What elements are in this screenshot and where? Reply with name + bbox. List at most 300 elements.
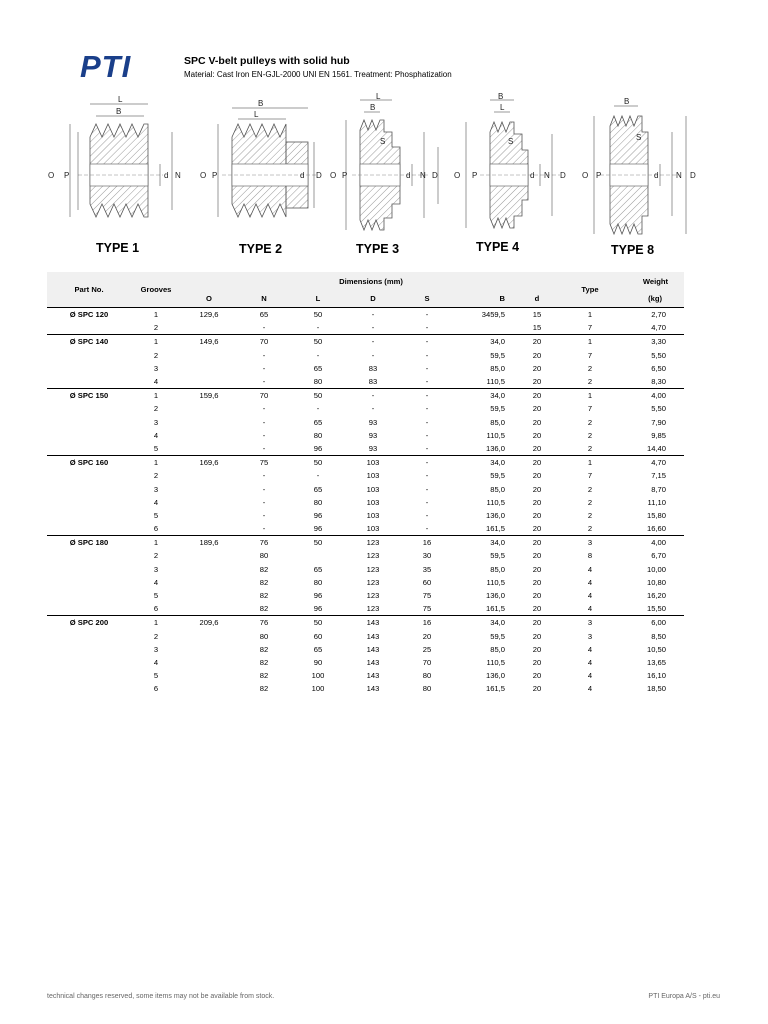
cell-S: -	[425, 417, 429, 427]
cell-B: 59,5	[490, 471, 505, 481]
cell-part-no	[47, 589, 131, 602]
table-row	[47, 496, 684, 509]
cell-N: 82	[259, 591, 269, 601]
dim-label-P: P	[212, 171, 218, 180]
table-row	[47, 402, 684, 415]
cell-S: -	[425, 497, 429, 507]
cell-weight: 15,80	[646, 510, 666, 520]
diagram-label-type-8: TYPE 8	[611, 243, 655, 257]
cell-D: 123	[366, 551, 380, 561]
cell-N: -	[262, 443, 266, 453]
dim-label-S: S	[508, 137, 514, 146]
cell-weight: 14,40	[646, 443, 666, 453]
pulley-diagram-type-3	[328, 92, 461, 262]
cell-grooves: 3	[153, 417, 159, 427]
cell-N: 70	[237, 389, 291, 403]
cell-part-no	[47, 602, 131, 616]
cell-part-no	[47, 429, 131, 442]
cell-S: -	[401, 389, 453, 403]
cell-d: 20	[532, 417, 542, 427]
cell-O	[181, 375, 237, 389]
cell-O	[181, 482, 237, 495]
cell-N: 82	[259, 644, 269, 654]
document-subtitle: Material: Cast Iron EN-GJL-2000 UNI EN 1561. Treatment: Phosphatization	[184, 70, 452, 79]
cell-D: 143	[366, 631, 380, 641]
table-row	[47, 630, 684, 643]
dim-label-B: B	[258, 99, 264, 108]
cell-N: -	[262, 497, 266, 507]
cell-S: 75	[422, 604, 432, 614]
cell-weight: 10,50	[646, 644, 666, 654]
cell-B: 161,5	[485, 524, 505, 534]
cell-N: -	[262, 323, 266, 333]
cell-S: -	[425, 510, 429, 520]
cell-grooves: 6	[153, 604, 159, 614]
dim-label-B: B	[624, 97, 630, 106]
table-row	[47, 469, 684, 482]
cell-S: 35	[422, 564, 432, 574]
cell-part-no	[47, 496, 131, 509]
dim-label-d: d	[300, 171, 305, 180]
cell-L: 100	[311, 671, 325, 681]
table-row	[47, 429, 684, 442]
pti-logo	[80, 50, 152, 82]
cell-O	[181, 682, 237, 695]
cell-grooves: 2	[153, 404, 159, 414]
cell-d: 20	[532, 471, 542, 481]
diagram-label-type-2: TYPE 2	[239, 242, 283, 256]
cell-grooves: 3	[153, 564, 159, 574]
cell-grooves: 3	[153, 484, 159, 494]
pulley-diagram-type-2	[196, 92, 326, 262]
cell-weight: 5,50	[651, 404, 666, 414]
header-N: N	[237, 290, 291, 308]
table-row	[47, 509, 684, 522]
spec-table-body	[47, 308, 684, 696]
cell-grooves: 6	[153, 684, 159, 694]
cell-L: 96	[313, 591, 323, 601]
cell-D: -	[371, 323, 375, 333]
table-row	[47, 549, 684, 562]
cell-D: 93	[368, 417, 378, 427]
cell-d: 20	[532, 430, 542, 440]
header-part-no: Part No.	[47, 272, 131, 308]
cell-weight: 8,70	[651, 484, 666, 494]
cell-O	[181, 563, 237, 576]
cell-O	[181, 362, 237, 375]
dim-label-O: O	[582, 171, 589, 180]
cell-L: 65	[313, 363, 323, 373]
cell-O	[181, 402, 237, 415]
cell-B: 85,0	[490, 484, 505, 494]
cell-type: 3	[587, 631, 593, 641]
cell-grooves: 4	[153, 657, 159, 667]
cell-weight: 4,70	[651, 323, 666, 333]
diagram-label-type-4: TYPE 4	[476, 240, 520, 254]
cell-grooves: 6	[153, 524, 159, 534]
cell-S: 30	[422, 551, 432, 561]
cell-D: 123	[366, 591, 380, 601]
table-row	[47, 656, 684, 669]
cell-d: 20	[513, 456, 561, 470]
header-O: O	[181, 290, 237, 308]
cell-O	[181, 643, 237, 656]
cell-O	[181, 669, 237, 682]
table-row	[47, 442, 684, 456]
pulley-diagram-type-4	[450, 92, 580, 262]
dim-label-N: N	[175, 171, 181, 180]
cell-S: -	[401, 308, 453, 322]
cell-d: 20	[532, 404, 542, 414]
pulley-diagram-type-8	[580, 92, 710, 262]
cell-D: 143	[366, 657, 380, 667]
dim-label-D: D	[432, 171, 438, 180]
cell-type: 2	[587, 524, 593, 534]
cell-L: 80	[313, 497, 323, 507]
cell-S: 60	[422, 577, 432, 587]
cell-S: -	[425, 443, 429, 453]
cell-type: 2	[587, 430, 593, 440]
cell-O	[181, 496, 237, 509]
cell-part-no	[47, 656, 131, 669]
cell-B: 85,0	[490, 417, 505, 427]
header-D: D	[345, 290, 401, 308]
cell-B: 59,5	[490, 404, 505, 414]
cell-grooves: 2	[153, 350, 159, 360]
cell-N: 65	[237, 308, 291, 322]
cell-B: 59,5	[490, 350, 505, 360]
cell-N: -	[262, 471, 266, 481]
cell-D: 123	[366, 577, 380, 587]
cell-d: 20	[513, 335, 561, 349]
cell-S: -	[425, 323, 429, 333]
cell-d: 20	[532, 484, 542, 494]
header-grooves: Grooves	[131, 272, 181, 308]
cell-N: 70	[237, 335, 291, 349]
table-row	[47, 362, 684, 375]
dim-label-L: L	[118, 95, 123, 104]
table-row	[47, 522, 684, 536]
cell-weight: 4,00	[619, 389, 684, 403]
cell-N: -	[262, 417, 266, 427]
table-row	[47, 375, 684, 389]
cell-weight: 3,30	[619, 335, 684, 349]
cell-B: 34,0	[453, 335, 513, 349]
cell-O	[181, 321, 237, 335]
cell-B: 110,5	[486, 657, 505, 667]
cell-d: 15	[532, 323, 542, 333]
cell-part-no	[47, 402, 131, 415]
cell-part-no	[47, 442, 131, 456]
dim-label-D: D	[560, 171, 566, 180]
cell-D: 123	[345, 536, 401, 550]
spec-table	[47, 272, 684, 695]
header-S: S	[401, 290, 453, 308]
cell-part-no	[47, 669, 131, 682]
cell-part-no	[47, 416, 131, 429]
cell-D: 103	[366, 497, 380, 507]
cell-B: 161,5	[485, 684, 505, 694]
cell-weight: 16,60	[646, 524, 666, 534]
cell-L: 50	[291, 536, 345, 550]
cell-B: 85,0	[490, 644, 505, 654]
cell-L: 50	[291, 308, 345, 322]
cell-type: 4	[587, 564, 593, 574]
cell-type: 4	[587, 671, 593, 681]
cell-type: 4	[587, 644, 593, 654]
cell-S: -	[425, 363, 429, 373]
header-weight-unit: (kg)	[619, 290, 684, 308]
cell-S: -	[401, 335, 453, 349]
cell-O	[181, 442, 237, 456]
cell-N: 76	[237, 536, 291, 550]
cell-type: 1	[561, 389, 619, 403]
cell-B: 136,0	[485, 671, 505, 681]
cell-grooves: 2	[153, 323, 159, 333]
cell-d: 20	[532, 350, 542, 360]
table-row	[47, 643, 684, 656]
cell-D: 103	[345, 456, 401, 470]
cell-D: 143	[366, 684, 380, 694]
cell-O	[181, 522, 237, 536]
cell-type: 7	[587, 350, 593, 360]
cell-d: 20	[532, 577, 542, 587]
cell-S: -	[425, 430, 429, 440]
cell-part-no: Ø SPC 160	[47, 456, 131, 470]
cell-type: 4	[587, 591, 593, 601]
cell-d: 20	[532, 604, 542, 614]
cell-type: 4	[587, 684, 593, 694]
cell-B: 110,5	[486, 430, 505, 440]
cell-O	[181, 469, 237, 482]
cell-S: 80	[422, 684, 432, 694]
table-row	[47, 563, 684, 576]
cell-B: 34,0	[453, 456, 513, 470]
cell-weight: 16,20	[646, 591, 666, 601]
cell-D: 143	[366, 671, 380, 681]
cell-D: 93	[368, 443, 378, 453]
dim-label-P: P	[472, 171, 478, 180]
cell-L: 50	[291, 389, 345, 403]
cell-part-no	[47, 576, 131, 589]
cell-weight: 8,30	[651, 377, 666, 387]
cell-O: 149,6	[181, 335, 237, 349]
cell-d: 20	[513, 616, 561, 630]
cell-N: -	[262, 484, 266, 494]
cell-grooves: 5	[153, 443, 159, 453]
cell-part-no	[47, 522, 131, 536]
dim-label-S: S	[380, 137, 386, 146]
cell-type: 2	[587, 417, 593, 427]
cell-S: -	[401, 456, 453, 470]
cell-weight: 16,10	[646, 671, 666, 681]
cell-d: 20	[532, 443, 542, 453]
cell-S: 16	[401, 616, 453, 630]
cell-B	[453, 321, 513, 335]
cell-B: 3459,5	[453, 308, 513, 322]
dim-label-L: L	[376, 92, 381, 101]
table-row	[47, 308, 684, 322]
cell-D: -	[371, 350, 375, 360]
cell-B: 110,5	[486, 377, 505, 387]
cell-N: 82	[259, 564, 269, 574]
cell-type: 2	[587, 363, 593, 373]
cell-part-no	[47, 321, 131, 335]
cell-B: 136,0	[485, 510, 505, 520]
cell-part-no: Ø SPC 140	[47, 335, 131, 349]
cell-S: -	[425, 350, 429, 360]
cell-part-no	[47, 482, 131, 495]
dim-label-D: D	[316, 171, 322, 180]
cell-weight: 6,50	[651, 363, 666, 373]
cell-O	[181, 429, 237, 442]
cell-L: -	[316, 350, 320, 360]
dim-label-P: P	[596, 171, 602, 180]
cell-N: 82	[259, 684, 269, 694]
table-row	[47, 536, 684, 550]
cell-N: -	[262, 430, 266, 440]
cell-grooves: 1	[131, 308, 181, 322]
dim-label-O: O	[330, 171, 337, 180]
cell-N: 82	[259, 671, 269, 681]
cell-part-no: Ø SPC 200	[47, 616, 131, 630]
cell-D: 103	[366, 471, 380, 481]
dim-label-d: d	[406, 171, 411, 180]
cell-B: 59,5	[490, 551, 505, 561]
table-row	[47, 456, 684, 470]
cell-L: 65	[313, 417, 323, 427]
cell-D: 103	[366, 484, 380, 494]
cell-type: 2	[587, 377, 593, 387]
cell-type: 2	[587, 443, 593, 453]
cell-d: 20	[513, 536, 561, 550]
cell-type: 7	[587, 404, 593, 414]
cell-type: 3	[561, 536, 619, 550]
cell-S: 80	[422, 671, 432, 681]
cell-part-no: Ø SPC 180	[47, 536, 131, 550]
dim-label-O: O	[200, 171, 207, 180]
cell-L: 96	[313, 443, 323, 453]
cell-N: 82	[259, 657, 269, 667]
cell-L: 96	[313, 510, 323, 520]
svg-text:PTI: PTI	[80, 50, 132, 82]
header-B: B	[453, 290, 513, 308]
cell-D: -	[345, 335, 401, 349]
cell-L: 80	[313, 577, 323, 587]
cell-S: -	[425, 484, 429, 494]
cell-L: 50	[291, 456, 345, 470]
cell-type: 1	[561, 335, 619, 349]
cell-type: 7	[587, 471, 593, 481]
cell-part-no	[47, 362, 131, 375]
cell-part-no: Ø SPC 120	[47, 308, 131, 322]
cell-grooves: 1	[131, 335, 181, 349]
table-row	[47, 669, 684, 682]
cell-O	[181, 656, 237, 669]
cell-D: 123	[366, 564, 380, 574]
cell-d: 20	[532, 564, 542, 574]
cell-part-no	[47, 682, 131, 695]
cell-N: -	[262, 350, 266, 360]
dim-label-N: N	[676, 171, 682, 180]
cell-N: 76	[237, 616, 291, 630]
cell-type: 1	[561, 308, 619, 322]
cell-O	[181, 349, 237, 362]
cell-O: 169,6	[181, 456, 237, 470]
cell-D: -	[345, 389, 401, 403]
cell-L: 50	[291, 616, 345, 630]
cell-S: -	[425, 404, 429, 414]
cell-S: -	[425, 524, 429, 534]
cell-D: 103	[366, 524, 380, 534]
cell-d: 20	[532, 510, 542, 520]
dim-label-N: N	[420, 171, 426, 180]
cell-d: 15	[513, 308, 561, 322]
cell-d: 20	[532, 644, 542, 654]
cell-D: -	[371, 404, 375, 414]
cell-grooves: 4	[153, 377, 159, 387]
dim-label-O: O	[48, 171, 55, 180]
cell-L: 80	[313, 377, 323, 387]
header-L: L	[291, 290, 345, 308]
cell-type: 2	[587, 497, 593, 507]
cell-O: 189,6	[181, 536, 237, 550]
cell-d: 20	[532, 684, 542, 694]
cell-B: 34,0	[453, 536, 513, 550]
header-dimensions: Dimensions (mm)	[181, 272, 561, 290]
cell-D: 103	[366, 510, 380, 520]
cell-B: 85,0	[490, 564, 505, 574]
cell-d: 20	[532, 591, 542, 601]
cell-d: 20	[532, 497, 542, 507]
cell-S: 16	[401, 536, 453, 550]
dim-label-D: D	[690, 171, 696, 180]
cell-grooves: 2	[153, 471, 159, 481]
cell-weight: 15,50	[646, 604, 666, 614]
cell-d: 20	[532, 631, 542, 641]
dim-label-d: d	[654, 171, 659, 180]
cell-weight: 13,65	[646, 657, 666, 667]
cell-N: 82	[259, 604, 269, 614]
cell-S: 25	[422, 644, 432, 654]
cell-L: 65	[313, 644, 323, 654]
cell-O: 209,6	[181, 616, 237, 630]
table-row	[47, 682, 684, 695]
cell-B: 34,0	[453, 389, 513, 403]
cell-L: -	[316, 323, 320, 333]
table-row	[47, 349, 684, 362]
cell-D: 83	[368, 377, 378, 387]
cell-type: 2	[587, 484, 593, 494]
dim-label-P: P	[342, 171, 348, 180]
cell-weight: 10,80	[646, 577, 666, 587]
header-weight: Weight	[619, 272, 684, 290]
cell-O	[181, 576, 237, 589]
cell-weight: 4,00	[619, 536, 684, 550]
cell-part-no	[47, 375, 131, 389]
cell-B: 161,5	[485, 604, 505, 614]
cell-B: 136,0	[485, 443, 505, 453]
cell-weight: 5,50	[651, 350, 666, 360]
dim-label-S: S	[636, 133, 642, 142]
cell-D: 93	[368, 430, 378, 440]
dim-label-d: d	[530, 171, 535, 180]
cell-weight: 6,70	[651, 551, 666, 561]
cell-O: 129,6	[181, 308, 237, 322]
cell-O	[181, 416, 237, 429]
table-row	[47, 576, 684, 589]
cell-L: 65	[313, 564, 323, 574]
